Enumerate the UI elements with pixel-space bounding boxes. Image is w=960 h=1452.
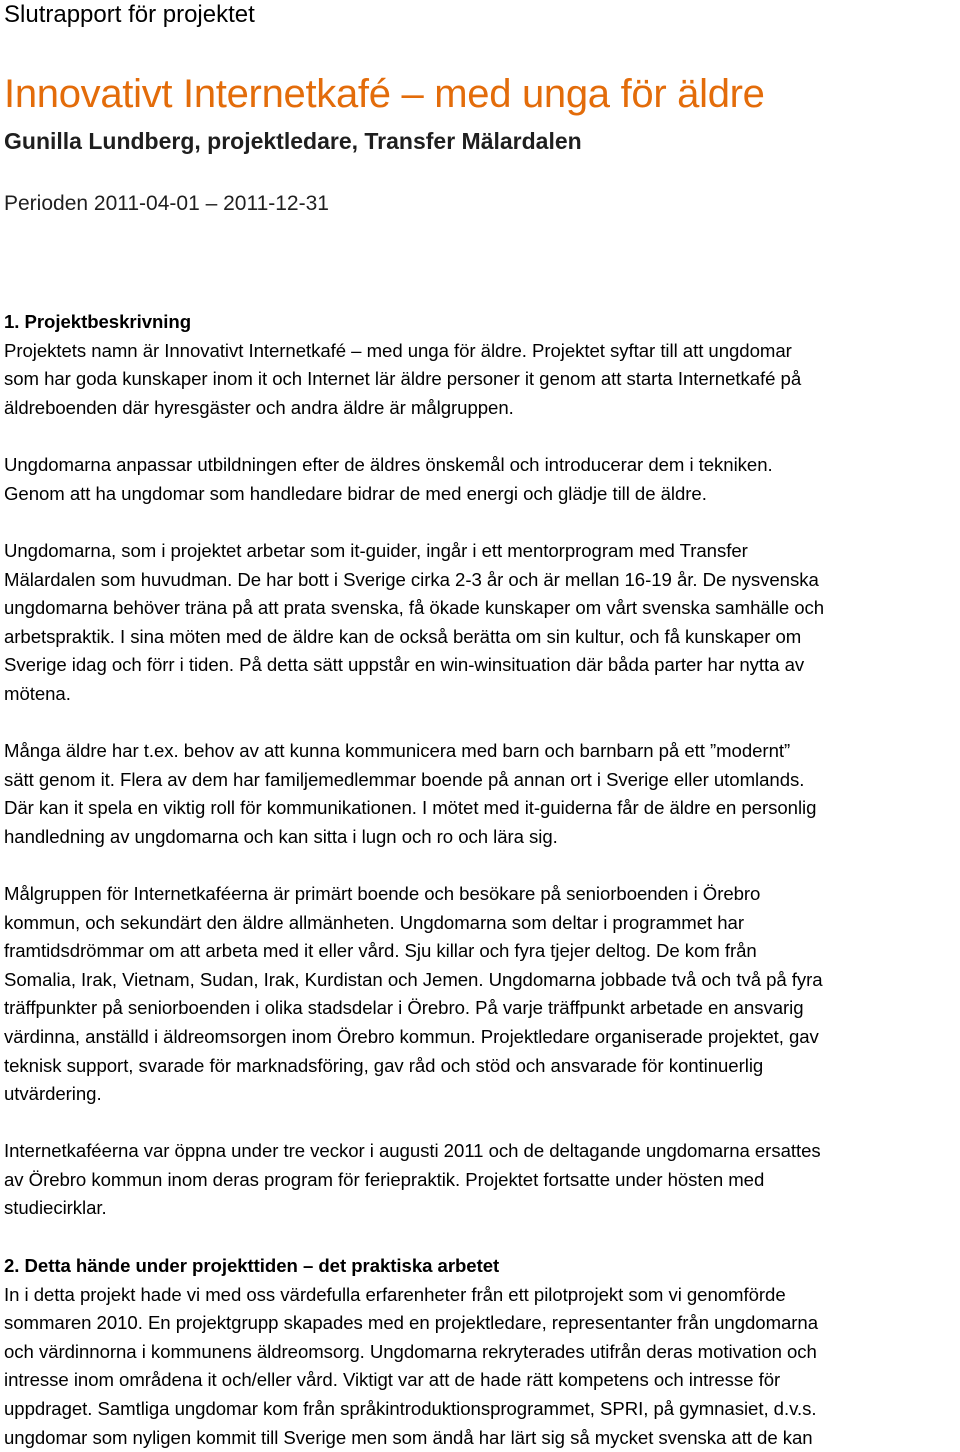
section-1-intro [4, 308, 958, 422]
paragraph-line: Ungdomarna, som i projektet arbetar som it-guider, ingår i ett mentorprogram med Transfer [4, 540, 748, 561]
paragraph-line: arbetspraktik. I sina möten med de äldre kan de också berätta om sin kultur, och få kunskaper om [4, 625, 802, 647]
paragraph-line: sätt genom it. Flera av dem har familjemedlemmar boende på annan ort i Sverige eller utomlands. [4, 768, 805, 790]
paragraph-line: Där kan it spela en viktig roll för kommunikationen. I mötet med it-guiderna får de äldre en personlig [4, 797, 817, 819]
paragraph [4, 1137, 958, 1223]
section-heading: 1. Projektbeskrivning [4, 311, 192, 332]
paragraph [4, 537, 958, 709]
paragraph-line: utvärdering. [4, 1083, 102, 1105]
author-line: Gunilla Lundberg, projektledare, Transfer Mälardalen [4, 128, 582, 154]
paragraph-line: äldreboenden där hyresgäster och andra äldre är målgruppen. [4, 396, 514, 418]
paragraph-line: träffpunkter på seniorboenden i olika stadsdelar i Örebro. På varje träffpunkt arbetade en ansvarig [4, 997, 804, 1019]
paragraph-line: Sverige idag och förr i tiden. På detta sätt uppstår en win-winsituation där båda parter har nytta av [4, 654, 805, 676]
paragraph-line: mötena. [4, 682, 71, 704]
paragraph-line: som har goda kunskaper inom it och Internet lär äldre personer it genom att starta Internetkafé på [4, 368, 802, 390]
paragraph-line: ungdomar som nyligen kommit till Sverige men som ändå har lärt sig så mycket svenska att de kan [4, 1426, 813, 1448]
paragraph-line: Somalia, Irak, Vietnam, Sudan, Irak, Kurdistan och Jemen. Ungdomarna jobbade två och två på fyra [4, 968, 823, 990]
paragraph-line: och värdinnorna i kommunens äldreomsorg. Ungdomarna rekryterades utifrån deras motivation och [4, 1340, 817, 1362]
paragraph-line: Ungdomarna anpassar utbildningen efter de äldres önskemål och introducerar dem i tekniken. [4, 454, 773, 475]
paragraph-line: sommaren 2010. En projektgrupp skapades med en projektledare, representanter från ungdomarna [4, 1312, 819, 1334]
section-heading: 2. Detta hände under projekttiden – det praktiska arbetet [4, 1255, 500, 1276]
paragraph-line: uppdraget. Samtliga ungdomar kom från språkintroduktionsprogrammet, SPRI, på gymnasiet, d.v.s. [4, 1397, 817, 1419]
paragraph-line: handledning av ungdomarna och kan sitta i lugn och ro och lära sig. [4, 825, 558, 847]
paragraph-line: av Örebro kommun inom deras program för feriepraktik. Projektet fortsatte under hösten med [4, 1168, 765, 1190]
paragraph-line: Internetkaféerna var öppna under tre veckor i augusti 2011 och de deltagande ungdomarna ersattes [4, 1140, 821, 1161]
paragraph-line: In i detta projekt hade vi med oss värdefulla erfarenheter från ett pilotprojekt som vi genomförde [4, 1283, 786, 1305]
paragraph [4, 451, 958, 508]
paragraph-line: Målgruppen för Internetkaféerna är primärt boende och besökare på seniorboenden i Örebro [4, 883, 761, 904]
paragraph [4, 737, 958, 851]
paragraph-line: värdinna, anställd i äldreomsorgen inom Örebro kommun. Projektledare organiserade projektet, gav [4, 1025, 819, 1047]
paragraph-line: Många äldre har t.ex. behov av att kunna kommunicera med barn och barnbarn på ett ”modernt” [4, 740, 791, 761]
paragraph [4, 880, 958, 1109]
paragraph-line: Projektets namn är Innovativt Internetkafé – med unga för äldre. Projektet syftar till att ungdomar [4, 339, 792, 361]
paragraph-line: Genom att ha ungdomar som handledare bidrar de med energi och glädje till de äldre. [4, 482, 707, 504]
page-title: Innovativt Internetkafé – med unga för äldre [4, 72, 765, 116]
period-line: Perioden 2011-04-01 – 2011-12-31 [4, 192, 329, 215]
paragraph-line: studiecirklar. [4, 1197, 107, 1219]
paragraph-line: framtidsdrömmar om att arbeta med it eller vård. Sju killar och fyra tjejer deltog. De kom från [4, 940, 757, 962]
paragraph-line: ungdomarna behöver träna på att prata svenska, få ökade kunskaper om vårt svenska samhälle och [4, 597, 825, 619]
paragraph-line: intresse inom områdena it och/eller vård. Viktigt var att de hade rätt kompetens och intresse för [4, 1369, 781, 1391]
paragraph-line: kommun, och sekundärt den äldre allmänheten. Ungdomarna som deltar i programmet har [4, 911, 744, 933]
paragraph-line: Mälardalen som huvudman. De har bott i Sverige cirka 2-3 år och är mellan 16-19 år. De nysvenska [4, 568, 819, 590]
section-2 [4, 1252, 958, 1452]
document-header: Slutrapport för projektet [4, 1, 255, 28]
paragraph-line: teknisk support, svarade för marknadsföring, gav råd och stöd och ansvarade för kontinuerlig [4, 1054, 764, 1076]
